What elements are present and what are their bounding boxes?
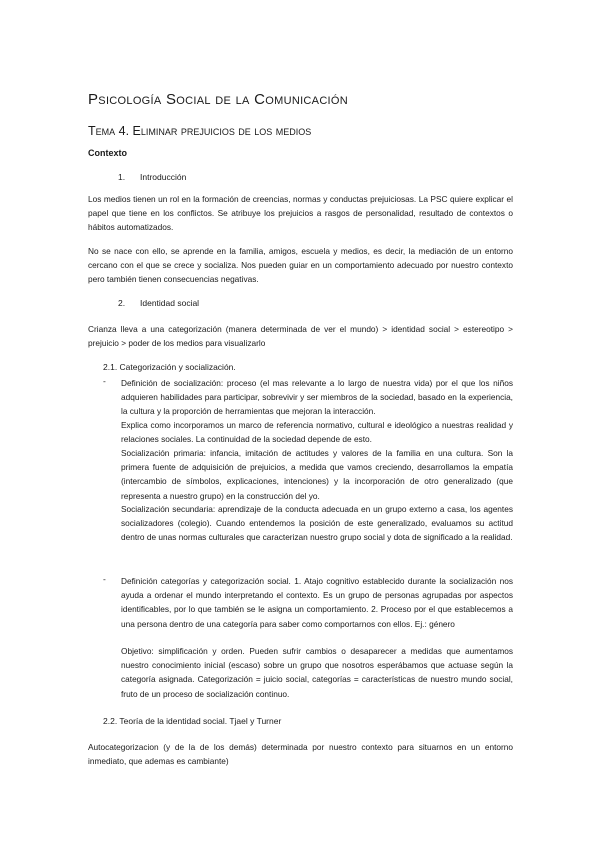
- section-identidad-social: [118, 298, 199, 308]
- bullet-marker: -: [103, 574, 106, 584]
- bullet-socializacion-secundaria: Socialización secundaria: aprendizaje de la conducta adecuada en un grupo externo a casa, los agentes socializadores (colegio). Cuando entendemos la posición de este generalizado, evaluamos su actitud dentro de unas normas culturales que caracterizan nuestro grupo social y dota de significado a la realidad.: [121, 504, 513, 543]
- subsection-teoria-identidad: 2.2. Teoría de la identidad social. Tjael y Turner: [103, 716, 282, 726]
- subsection-categorizacion: 2.1. Categorización y socialización.: [103, 362, 236, 372]
- bullet-categorias-objetivo: Objetivo: simplificación y orden. Pueden sufrir cambios o desaparecer a medidas que aumentamos nuestro conocimiento inicial (escaso) sobre un grupo que nosotros esperábamos que actuase según la categoría asignada. Categorización = juicio social, categorías = características de nuestro mundo social, fruto de un proceso de socialización continuo.: [121, 646, 513, 699]
- bullet-socializacion-explica: Explica como incorporamos un marco de referencia normativo, cultural e ideológico a nuestras realidad y relaciones sociales. La continuidad de la sociedad depende de esto.: [121, 420, 513, 445]
- bullet-socializacion-definicion: Definición de socialización: proceso (el mas relevante a lo largo de nuestra vida) por el que los niños adquieren habilidades para participar, sobrevivir y ser miembros de la sociedad, basado en la experiencia, la cultura y la proporción de herramientas que mejoran la interacción.: [121, 378, 513, 417]
- section-introduccion: [118, 172, 186, 182]
- paragraph-aprendizaje: No se nace con ello, se aprende en la familia, amigos, escuela y medios, es decir, la mediación de un entorno cercano con el que se crece y socializa. Nos pueden guiar en un comportamiento adecuado por nuestro contexto pero también tienen consecuencias negativas.: [88, 246, 513, 285]
- section-number: 2.: [118, 298, 126, 308]
- bullet-socializacion-primaria: Socialización primaria: infancia, imitación de actitudes y valores de la familia en una cultura. Son la primera fuente de adquisición de prejuicios, a medida que vamos creciendo, desarrollamos la empatía (intercambio de símbolos, explicaciones, intenciones) y la incorporación de otro generalizado (que representa a nuestro grupo) en la construcción del yo.: [121, 448, 513, 501]
- paragraph-autocategorizacion: Autocategorizacion (y de la de los demás) determinada por nuestro contexto para situarnos en un entorno inmediato, que ademas es cambiante): [88, 742, 513, 767]
- bullet-categorias-definicion: Definición categorías y categorización social. 1. Atajo cognitivo establecido durante la socialización nos ayuda a ordenar el mundo interpretando el contexto. Es un grupo de personas agrupadas por aspectos identificables, por lo que también se le asigna un comportamiento. 2. Proceso por el que establecemos a una persona dentro de una categoría para saber como comportarnos con ellos. Ej.: género: [121, 576, 513, 629]
- section-number: 1.: [118, 172, 126, 182]
- paragraph-medios: Los medios tienen un rol en la formación de creencias, normas y conductas prejuiciosas. La PSC quiere explicar el papel que tiene en los conflictos. Se atribuye los prejuicios a rasgos de personalidad, resultado de contextos o hábitos automatizados.: [88, 194, 513, 233]
- document-title: Psicología Social de la Comunicación: [88, 91, 349, 108]
- section-label: Introducción: [140, 172, 187, 182]
- bullet-marker: -: [103, 376, 106, 386]
- contexto-heading: Contexto: [88, 148, 127, 158]
- paragraph-crianza: Crianza lleva a una categorización (manera determinada de ver el mundo) > identidad social > estereotipo > prejuicio > poder de los medios para visualizarlo: [88, 324, 513, 349]
- tema-heading: Tema 4. Eliminar prejuicios de los medios: [88, 124, 312, 138]
- section-label: Identidad social: [140, 298, 200, 308]
